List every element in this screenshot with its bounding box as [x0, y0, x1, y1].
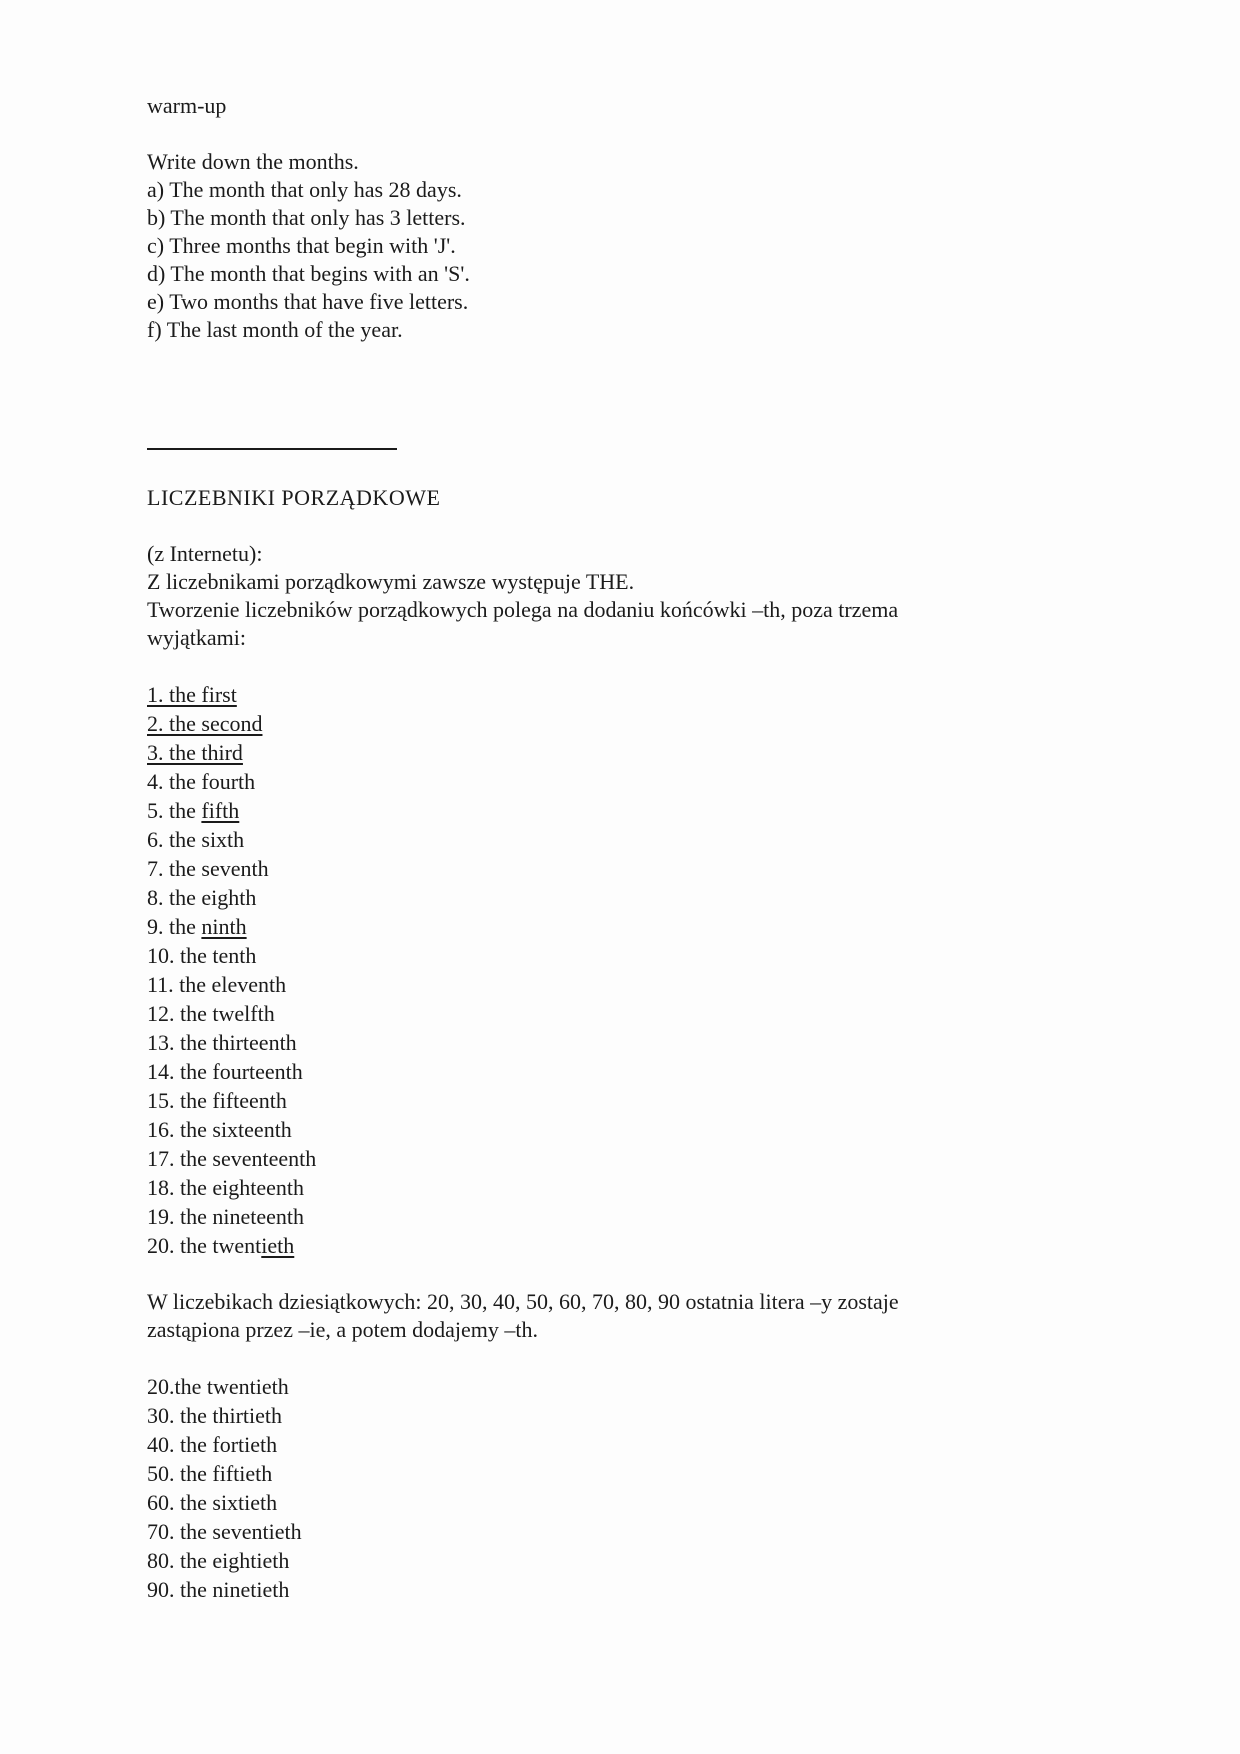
- separator-line: [147, 448, 397, 450]
- ordinal-item: [147, 709, 1100, 738]
- ordinal-text: 4. the fourth: [147, 769, 256, 794]
- spacer: [147, 1260, 1100, 1288]
- ordinal-item: [147, 941, 1100, 970]
- rule-th-line2: wyjątkami:: [147, 625, 246, 650]
- ordinal-item: [147, 912, 1100, 941]
- ordinal-underlined-text: ninth: [201, 914, 247, 939]
- tens-item: 90. the ninetieth: [147, 1577, 290, 1602]
- ordinal-text: 9. the: [147, 914, 202, 939]
- tens-item: 80. the eightieth: [147, 1548, 290, 1573]
- ordinal-text: 16. the sixteenth: [147, 1117, 292, 1142]
- ordinal-text: 15. the fifteenth: [147, 1088, 287, 1113]
- ordinal-item: [147, 854, 1100, 883]
- ordinal-item: [147, 1115, 1100, 1144]
- ordinal-item: [147, 680, 1100, 709]
- warmup-title: warm-up: [147, 93, 227, 118]
- ordinal-text: 3. the third: [147, 740, 243, 765]
- warmup-question-a: a) The month that only has 28 days.: [147, 177, 462, 202]
- spacer: [147, 512, 1100, 540]
- ordinal-item: [147, 1086, 1100, 1115]
- tens-list: [147, 1372, 1100, 1604]
- rule-the: Z liczebnikami porządkowymi zawsze występuje THE.: [147, 569, 635, 594]
- ordinal-item: [147, 1057, 1100, 1086]
- ordinal-item: [147, 1173, 1100, 1202]
- ordinal-text: 8. the eighth: [147, 885, 257, 910]
- spacer: [147, 456, 1100, 484]
- tens-rule-line2: zastąpiona przez –ie, a potem dodajemy –th.: [147, 1317, 538, 1342]
- spacer: [147, 120, 1100, 148]
- tens-item: 30. the thirtieth: [147, 1403, 283, 1428]
- ordinal-item: [147, 970, 1100, 999]
- ordinal-text: 2. the second: [147, 711, 263, 736]
- spacer: [147, 652, 1100, 680]
- ordinal-text: 5. the: [147, 798, 202, 823]
- warmup-question-c: c) Three months that begin with 'J'.: [147, 233, 456, 258]
- ordinal-item: [147, 1231, 1100, 1260]
- ordinal-item: [147, 1202, 1100, 1231]
- ordinals-list: [147, 680, 1100, 1260]
- ordinal-text: 13. the thirteenth: [147, 1030, 297, 1055]
- warmup-question-d: d) The month that begins with an 'S'.: [147, 261, 470, 286]
- ordinal-text: 1. the first: [147, 682, 237, 707]
- tens-item: 50. the fiftieth: [147, 1461, 273, 1486]
- ordinal-text: 11. the eleventh: [147, 972, 287, 997]
- ordinal-item: [147, 825, 1100, 854]
- ordinal-item: [147, 883, 1100, 912]
- warmup-question-e: e) Two months that have five letters.: [147, 289, 469, 314]
- spacer: [147, 1344, 1100, 1372]
- rule-th-line1: Tworzenie liczebników porządkowych polega na dodaniu końcówki –th, poza trzema: [147, 597, 899, 622]
- ordinal-text: 19. the nineteenth: [147, 1204, 305, 1229]
- ordinal-text: 20. the twent: [147, 1233, 262, 1258]
- ordinal-item: [147, 738, 1100, 767]
- ordinal-item: [147, 767, 1100, 796]
- tens-item: 70. the seventieth: [147, 1519, 302, 1544]
- ordinal-underlined-text: fifth: [201, 798, 240, 823]
- warmup-question-f: f) The last month of the year.: [147, 317, 403, 342]
- ordinal-underlined-text: ieth: [261, 1233, 295, 1258]
- ordinal-text: 6. the sixth: [147, 827, 245, 852]
- tens-item: 60. the sixtieth: [147, 1490, 278, 1515]
- warmup-question-b: b) The month that only has 3 letters.: [147, 205, 466, 230]
- ordinal-item: [147, 1144, 1100, 1173]
- ordinal-text: 7. the seventh: [147, 856, 269, 881]
- section-heading: LICZEBNIKI PORZĄDKOWE: [147, 485, 441, 510]
- ordinal-item: [147, 1028, 1100, 1057]
- tens-item: 40. the fortieth: [147, 1432, 278, 1457]
- ordinal-text: 17. the seventeenth: [147, 1146, 317, 1171]
- ordinal-text: 10. the tenth: [147, 943, 257, 968]
- source-note: (z Internetu):: [147, 541, 263, 566]
- separator-row: [147, 428, 1100, 456]
- ordinal-text: 18. the eighteenth: [147, 1175, 305, 1200]
- ordinal-item: [147, 796, 1100, 825]
- warmup-intro: Write down the months.: [147, 149, 359, 174]
- ordinal-text: 14. the fourteenth: [147, 1059, 303, 1084]
- tens-item: 20.the twentieth: [147, 1374, 289, 1399]
- ordinal-item: [147, 999, 1100, 1028]
- ordinal-text: 12. the twelfth: [147, 1001, 275, 1026]
- spacer: [147, 344, 1100, 428]
- tens-rule-line1: W liczebikach dziesiątkowych: 20, 30, 40, 50, 60, 70, 80, 90 ostatnia litera –y zostaje: [147, 1289, 899, 1314]
